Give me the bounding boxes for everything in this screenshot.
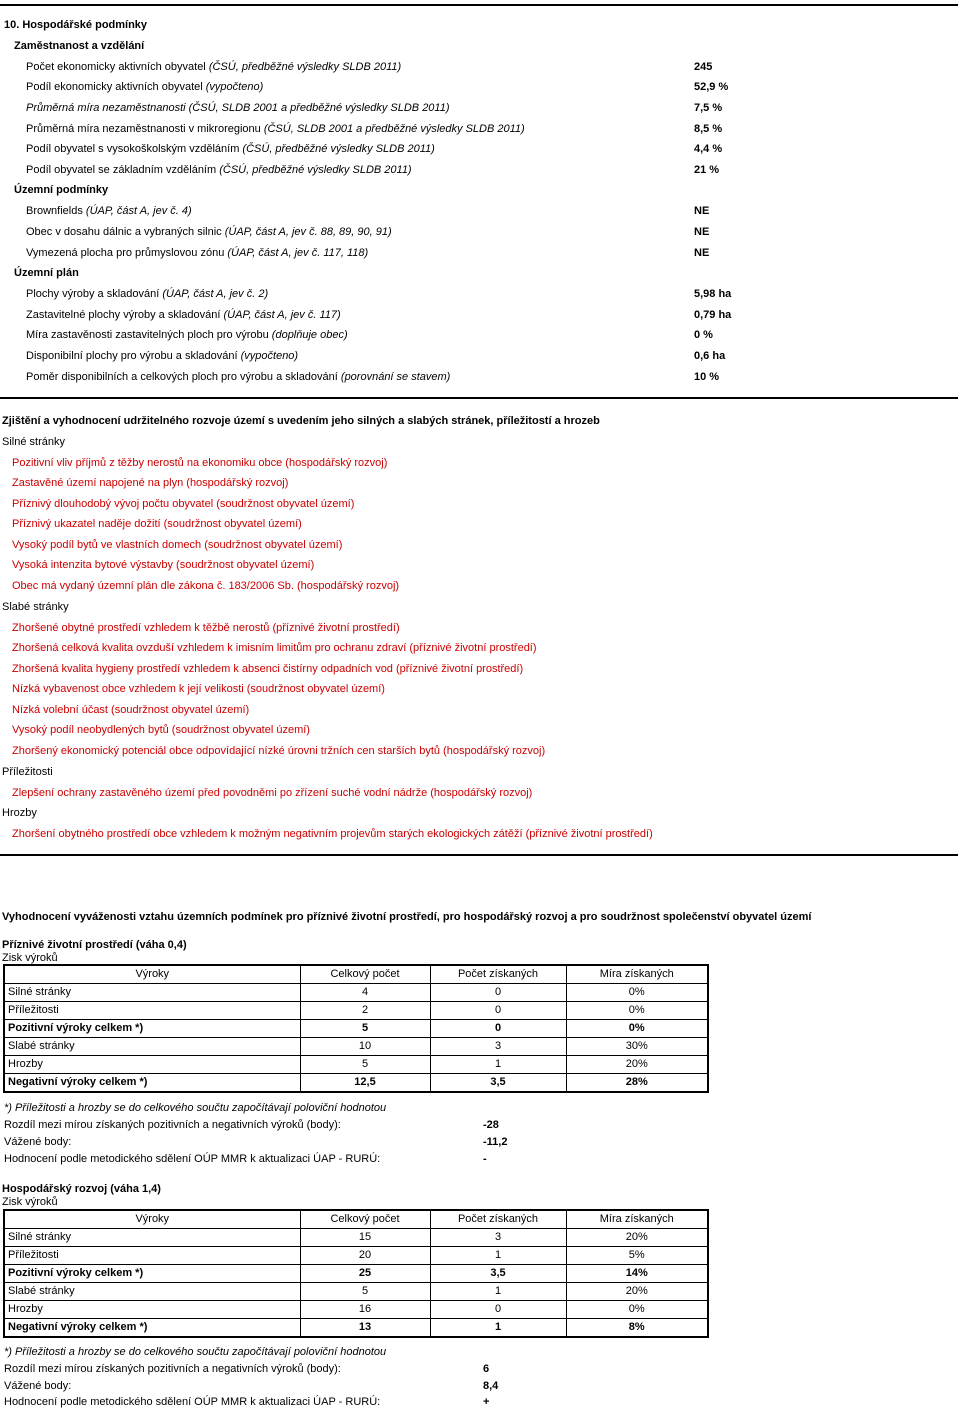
table-cell: 3 [430,1229,566,1247]
uzp-row-value: NE [694,226,710,238]
header-cell: Míra získaných [566,965,708,984]
uzp-row-label: Obec v dosahu dálnic a vybraných silnic (ÚAP, část A, jev č. 88, 89, 90, 91) [26,226,392,238]
up-row-label: Plochy výroby a skladování (ÚAP, část A, jev č. 2) [26,288,269,300]
table-cell: Silné stránky [4,984,300,1002]
header-cell: Výroky [4,1210,300,1229]
uzp-title: Územní podmínky [14,184,109,196]
table-cell: 16 [300,1301,430,1319]
zam-row-value: 21 % [694,164,720,176]
table-cell: 1 [430,1056,566,1074]
table-cell: 2 [300,1002,430,1020]
table-row [4,1056,708,1074]
zam-row-value: 8,5 % [694,123,723,135]
table-cell: 5 [300,1056,430,1074]
swot-item: Obec má vydaný územní plán dle zákona č. 183/2006 Sb. (hospodářský rozvoj) [12,580,400,592]
zam-row-label: Průměrná míra nezaměstnanosti (ČSÚ, SLDB 2001 a předběžné výsledky SLDB 2011) [26,102,450,114]
table-cell: Příležitosti [4,1247,300,1265]
rozdil-label: Rozdíl mezi mírou získaných pozitivních a negativních výroků (body): [4,1363,341,1375]
zp-title: Příznivé životní prostředí (váha 0,4) [2,939,187,951]
up-row-label: Disponibilní plochy pro výrobu a skladování (vypočteno) [26,350,299,362]
divider [0,854,958,856]
table-cell: 20 [300,1247,430,1265]
table-row [4,1301,708,1319]
swot-item: Zhoršený ekonomický potenciál obce odpovídající nízké úrovni tržních cen starších bytů (hospodářský rozvoj) [12,745,546,757]
table-cell: 5% [566,1247,708,1265]
rozdil-value: -28 [483,1119,499,1131]
up-row-value: 0,6 ha [694,350,726,362]
swot-item: Příznivý ukazatel naděje dožití (soudržnost obyvatel území) [12,518,302,530]
hr-title: Hospodářský rozvoj (váha 1,4) [2,1183,161,1195]
zam-row-label: Podíl obyvatel se základním vzděláním (ČSÚ, předběžné výsledky SLDB 2011) [26,164,412,176]
table-row-total [4,1319,708,1338]
swot-item: Pozitivní vliv příjmů z těžby nerostů na ekonomiku obce (hospodářský rozvoj) [12,457,388,469]
footnote: *) Příležitosti a hrozby se do celkového součtu započítávají poloviční hodnotou [4,1346,387,1358]
zam-row-value: 7,5 % [694,102,723,114]
swot-item: Vysoký podíl neobydlených bytů (soudržnost obyvatel území) [12,724,310,736]
table-cell: 0 [430,1301,566,1319]
table-row [4,1283,708,1301]
silne-title: Silné stránky [2,436,65,448]
table-cell: 25 [300,1265,430,1283]
table-cell: 0% [566,984,708,1002]
table-row [4,1038,708,1056]
zam-row-label: Podíl ekonomicky aktivních obyvatel (vypočteno) [26,81,264,93]
zam-row-label: Průměrná míra nezaměstnanosti v mikroregionu (ČSÚ, SLDB 2001 a předběžné výsledky SLDB 2011) [26,123,525,135]
vazene-label: Vážené body: [4,1380,72,1392]
prilez-title: Příležitosti [2,766,53,778]
table-cell: 5 [300,1020,430,1038]
zam-row-label: Počet ekonomicky aktivních obyvatel (ČSÚ, předběžné výsledky SLDB 2011) [26,61,402,73]
table-cell: 3,5 [430,1074,566,1093]
table-cell: 0% [566,1002,708,1020]
zisk-label: Zisk výroků [2,952,58,964]
table-cell: 20% [566,1283,708,1301]
table-row-total [4,1020,708,1038]
zp-table [3,964,709,1093]
divider [0,397,958,399]
table-cell: 0 [430,984,566,1002]
table-cell: 1 [430,1319,566,1338]
table-cell: 0 [430,1020,566,1038]
top-rule [0,4,958,6]
swot-item: Příznivý dlouhodobý vývoj počtu obyvatel (soudržnost obyvatel území) [12,498,355,510]
table-cell: 20% [566,1229,708,1247]
footnote: *) Příležitosti a hrozby se do celkového součtu započítávají poloviční hodnotou [4,1102,387,1114]
swot-item: Zhoršená kvalita hygieny prostředí vzhledem k absenci čistírny odpadních vod (příznivé životní prostředí) [12,663,524,675]
uzp-row-label: Vymezená plocha pro průmyslovou zónu (ÚAP, část A, jev č. 117, 118) [26,247,369,259]
table-row-total [4,1074,708,1093]
swot-item: Zastavěné území napojené na plyn (hospodářský rozvoj) [12,477,289,489]
table-row-total [4,1265,708,1283]
table-cell: 3 [430,1038,566,1056]
table-header-row [4,965,708,984]
table-cell: Negativní výroky celkem *) [4,1319,300,1338]
hrozby-title: Hrozby [2,807,37,819]
swot-item: Nízká vybavenost obce vzhledem k její velikosti (soudržnost obyvatel území) [12,683,385,695]
table-row [4,1002,708,1020]
table-cell: 5 [300,1283,430,1301]
up-row-value: 5,98 ha [694,288,732,300]
up-row-label: Míra zastavěnosti zastavitelných ploch pro výrobu (doplňuje obec) [26,329,348,341]
up-row-label: Poměr disponibilních a celkových ploch pro výrobu a skladování (porovnání se stavem) [26,371,451,383]
vyhod-title: Vyhodnocení vyváženosti vztahu územních podmínek pro příznivé životní prostředí, pro hospodářský rozvoj a pro soudržnost společenství obyvatel území [2,911,812,923]
up-row-value: 0 % [694,329,713,341]
vazene-value: -11,2 [483,1136,508,1148]
header-cell: Míra získaných [566,1210,708,1229]
table-cell: Hrozby [4,1056,300,1074]
up-title: Územní plán [14,267,79,279]
swot-title: Zjištění a vyhodnocení udržitelného rozvoje území s uvedením jeho silných a slabých stránek, příležitostí a hrozeb [2,415,600,427]
up-row-value: 0,79 ha [694,309,732,321]
table-cell: 10 [300,1038,430,1056]
swot-item: Nízká volební účast (soudržnost obyvatel území) [12,704,250,716]
table-cell: Pozitivní výroky celkem *) [4,1020,300,1038]
zam-title: Zaměstnanost a vzdělání [14,40,145,52]
uzp-row-value: NE [694,205,710,217]
table-cell: 0 [430,1002,566,1020]
slabe-title: Slabé stránky [2,601,69,613]
hodnoceni-value: - [483,1153,487,1165]
vazene-value: 8,4 [483,1380,499,1392]
table-row [4,984,708,1002]
uzp-row-value: NE [694,247,710,259]
table-cell: 12,5 [300,1074,430,1093]
table-cell: 13 [300,1319,430,1338]
zisk-label: Zisk výroků [2,1196,58,1208]
table-cell: 4 [300,984,430,1002]
header-cell: Celkový počet [300,965,430,984]
header-cell: Celkový počet [300,1210,430,1229]
table-cell: 30% [566,1038,708,1056]
table-cell: Slabé stránky [4,1283,300,1301]
hodnoceni-label: Hodnocení podle metodického sdělení OÚP MMR k aktualizaci ÚAP - RURÚ: [4,1396,381,1408]
table-cell: 14% [566,1265,708,1283]
table-header-row [4,1210,708,1229]
table-cell: Pozitivní výroky celkem *) [4,1265,300,1283]
uzp-row-label: Brownfields (ÚAP, část A, jev č. 4) [26,205,192,217]
table-row [4,1229,708,1247]
table-cell: Příležitosti [4,1002,300,1020]
table-cell: 28% [566,1074,708,1093]
swot-item: Zhoršené obytné prostředí vzhledem k těžbě nerostů (příznivé životní prostředí) [12,622,400,634]
table-cell: 0% [566,1301,708,1319]
table-cell: Negativní výroky celkem *) [4,1074,300,1093]
zam-row-value: 4,4 % [694,143,723,155]
swot-item: Zlepšení ochrany zastavěného území před povodněmi po zřízení suché vodní nádrže (hospodářský rozvoj) [12,787,533,799]
table-row [4,1247,708,1265]
up-row-value: 10 % [694,371,720,383]
section-title: 10. Hospodářské podmínky [4,19,148,31]
header-cell: Počet získaných [430,965,566,984]
hodnoceni-label: Hodnocení podle metodického sdělení OÚP MMR k aktualizaci ÚAP - RURÚ: [4,1153,381,1165]
table-cell: Silné stránky [4,1229,300,1247]
rozdil-label: Rozdíl mezi mírou získaných pozitivních a negativních výroků (body): [4,1119,341,1131]
swot-item: Vysoká intenzita bytové výstavby (soudržnost obyvatel území) [12,559,315,571]
zam-row-value: 52,9 % [694,81,729,93]
hodnoceni-value: + [483,1396,490,1408]
up-row-label: Zastavitelné plochy výroby a skladování (ÚAP, část A, jev č. 117) [26,309,341,321]
header-cell: Počet získaných [430,1210,566,1229]
table-cell: 1 [430,1283,566,1301]
table-cell: 0% [566,1020,708,1038]
table-cell: 3,5 [430,1265,566,1283]
zam-row-label: Podíl obyvatel s vysokoškolským vzděláním (ČSÚ, předběžné výsledky SLDB 2011) [26,143,435,155]
swot-item: Zhoršení obytného prostředí obce vzhledem k možným negativním projevům starých ekologických zátěží (příznivé životní prostředí) [12,828,653,840]
swot-item: Vysoký podíl bytů ve vlastních domech (soudržnost obyvatel území) [12,539,343,551]
hr-table [3,1209,709,1338]
table-cell: 8% [566,1319,708,1338]
table-cell: Slabé stránky [4,1038,300,1056]
table-cell: 15 [300,1229,430,1247]
header-cell: Výroky [4,965,300,984]
table-cell: 20% [566,1056,708,1074]
table-cell: Hrozby [4,1301,300,1319]
vazene-label: Vážené body: [4,1136,72,1148]
rozdil-value: 6 [483,1363,490,1375]
swot-item: Zhoršená celková kvalita ovzduší vzhledem k imisním limitům pro ochranu zdraví (příznivé životní prostředí) [12,642,537,654]
table-cell: 1 [430,1247,566,1265]
zam-row-value: 245 [694,61,713,73]
